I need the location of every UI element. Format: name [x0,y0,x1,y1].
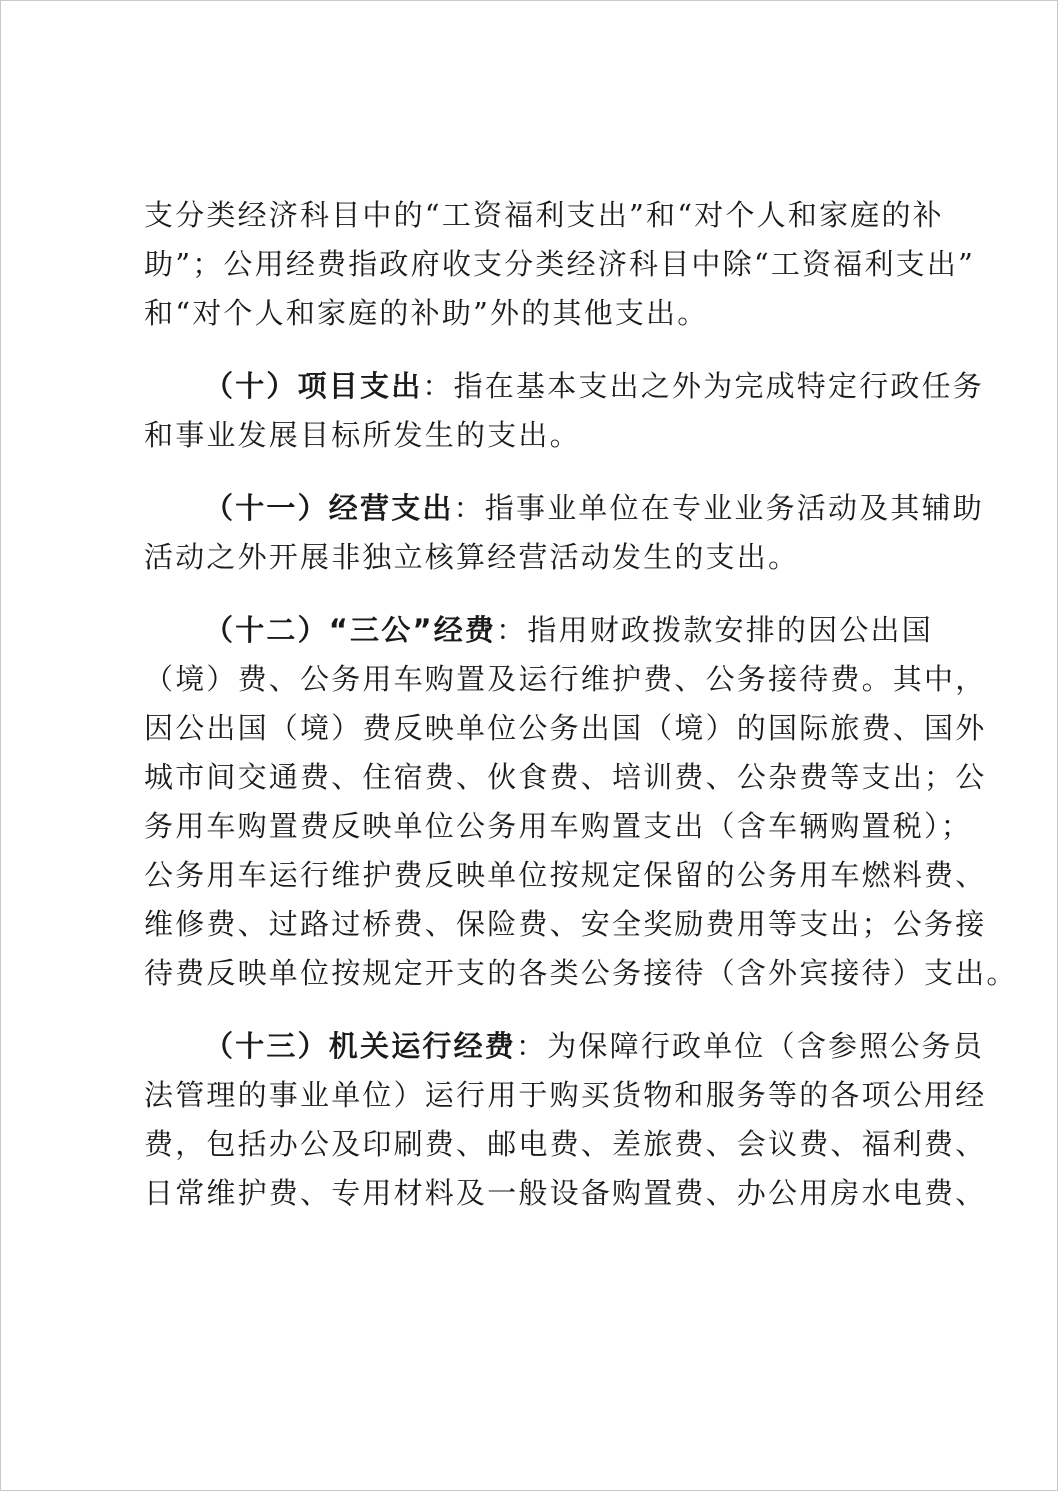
text-line: 维修费、过路过桥费、保险费、安全奖励费用等支出；公务接 [144,907,987,941]
paragraph-operating-expenditure [144,484,985,582]
section-heading: （十一）经营支出 [204,491,454,525]
text-line: 城市间交通费、住宿费、伙食费、培训费、公杂费等支出；公 [144,760,987,794]
text-line: 因公出国（境）费反映单位公务出国（境）的国际旅费、国外 [144,711,987,745]
text-line: 公务用车运行维护费反映单位按规定保留的公务用车燃料费、 [144,858,987,892]
text-run: ：指在基本支出之外为完成特定行政任务 [422,369,985,403]
text-line: 助”；公用经费指政府收支分类经济科目中除“工资福利支出” [144,247,976,281]
text-line: 和事业发展目标所发生的支出。 [144,418,581,452]
text-run: ：为保障行政单位（含参照公务员 [516,1029,985,1063]
text-run: ：指事业单位在专业业务活动及其辅助 [453,491,985,525]
text-line [144,606,933,655]
text-line: 待费反映单位按规定开支的各类公务接待（含外宾接待）支出。 [144,956,1018,990]
text-line [144,362,985,411]
text-line: 支分类经济科目中的“工资福利支出”和“对个人和家庭的补 [144,198,944,232]
paragraph-agency-operating-funds [144,1022,987,1218]
paragraph-project-expenditure [144,362,985,460]
text-line: （境）费、公务用车购置及运行维护费、公务接待费。其中， [144,662,987,696]
text-line: 日常维护费、专用材料及一般设备购置费、办公用房水电费、 [144,1176,987,1210]
text-line: 务用车购置费反映单位公务用车购置支出（含车辆购置税）； [144,809,972,843]
section-heading: （十二）“三公”经费 [204,613,497,647]
text-line: 法管理的事业单位）运行用于购买货物和服务等的各项公用经 [144,1078,987,1112]
section-heading: （十）项目支出 [204,369,423,403]
paragraph-three-public-expenses [144,606,1018,998]
section-heading: （十三）机关运行经费 [204,1029,517,1063]
text-line: 活动之外开展非独立核算经营活动发生的支出。 [144,540,800,574]
paragraph-continuation [144,191,976,338]
document-body [144,191,1018,1242]
text-run: ：指用财政拨款安排的因公出国 [496,613,933,647]
text-line [144,1022,985,1071]
text-line: 费，包括办公及印刷费、邮电费、差旅费、会议费、福利费、 [144,1127,987,1161]
text-line: 和“对个人和家庭的补助”外的其他支出。 [144,296,709,330]
text-line [144,484,985,533]
